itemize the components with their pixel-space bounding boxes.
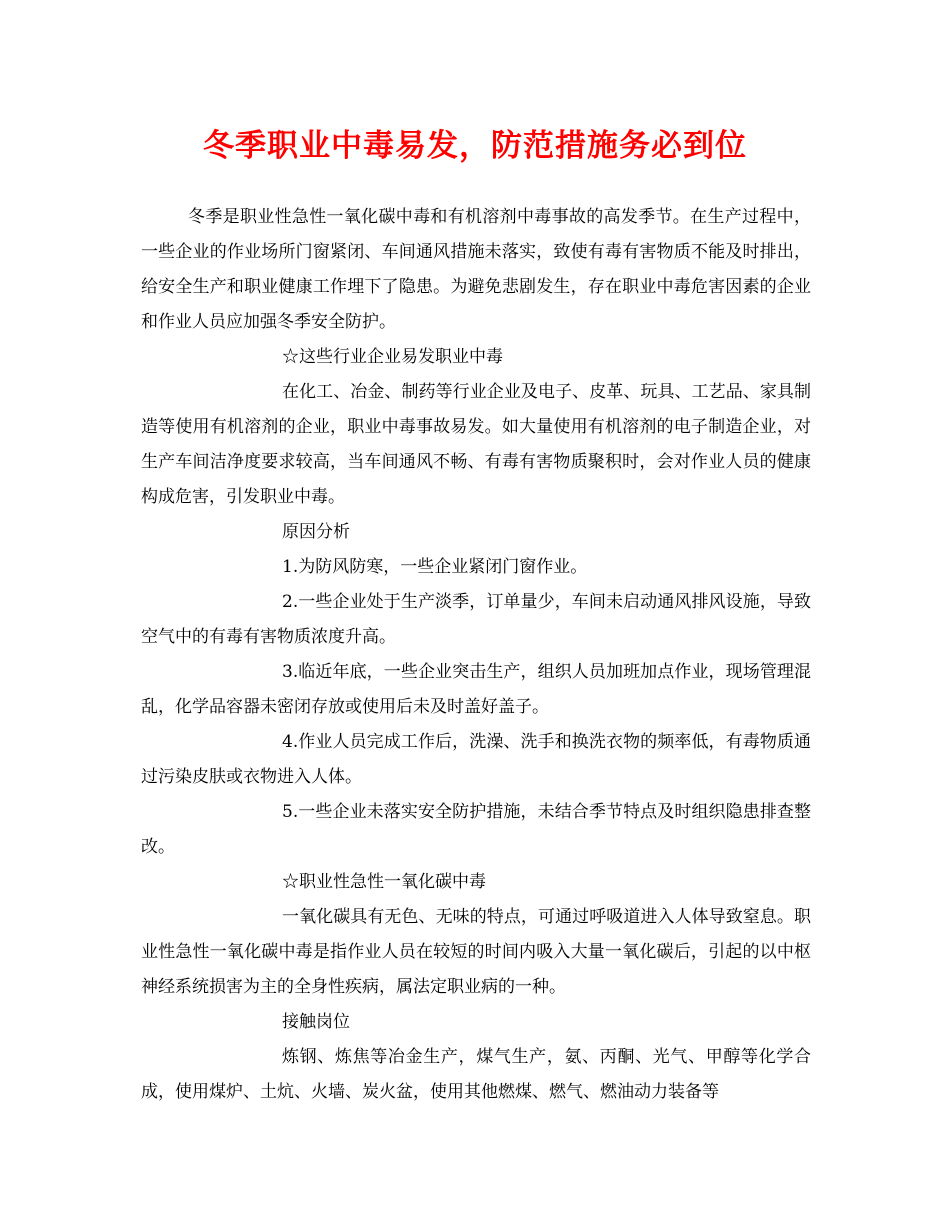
- list-item: 5.一些企业未落实安全防护措施，未结合季节特点及时组织隐患排查整改。: [141, 802, 811, 857]
- document-title: 冬季职业中毒易发，防范措施务必到位: [203, 128, 747, 164]
- paragraph: 在化工、冶金、制药等行业企业及电子、皮革、玩具、工艺品、家具制造等使用有机溶剂的企业，职业中毒事故易发。如大量使用有机溶剂的电子制造企业，对生产车间洁净度要求较高，当车间通风不畅、有毒有害物质聚积时，会对作业人员的健康构成危害，引发职业中毒。: [141, 382, 811, 507]
- section-heading: ☆职业性急性一氧化碳中毒: [282, 872, 486, 892]
- section-heading: 原因分析: [282, 522, 350, 542]
- section-heading: 接触岗位: [282, 1012, 350, 1032]
- document-body: [141, 200, 811, 1110]
- paragraph: 冬季是职业性急性一氧化碳中毒和有机溶剂中毒事故的高发季节。在生产过程中，一些企业的作业场所门窗紧闭、车间通风措施未落实，致使有毒有害物质不能及时排出，给安全生产和职业健康工作埋下了隐患。为避免悲剧发生，存在职业中毒危害因素的企业和作业人员应加强冬季安全防护。: [141, 207, 811, 332]
- section-heading: ☆这些行业企业易发职业中毒: [282, 347, 503, 367]
- list-item: 1.为防风防寒，一些企业紧闭门窗作业。: [282, 557, 588, 577]
- list-item: 2.一些企业处于生产淡季，订单量少，车间未启动通风排风设施，导致空气中的有毒有害物质浓度升高。: [141, 592, 811, 647]
- list-item: 4.作业人员完成工作后，洗澡、洗手和换洗衣物的频率低，有毒物质通过污染皮肤或衣物进入人体。: [141, 732, 811, 787]
- list-item: 3.临近年底，一些企业突击生产，组织人员加班加点作业，现场管理混乱，化学品容器未密闭存放或使用后未及时盖好盖子。: [141, 662, 811, 717]
- paragraph: 一氧化碳具有无色、无味的特点，可通过呼吸道进入人体导致窒息。职业性急性一氧化碳中毒是指作业人员在较短的时间内吸入大量一氧化碳后，引起的以中枢神经系统损害为主的全身性疾病，属法定职业病的一种。: [141, 907, 811, 997]
- paragraph: 炼钢、炼焦等冶金生产，煤气生产，氨、丙酮、光气、甲醇等化学合成，使用煤炉、土炕、火墙、炭火盆，使用其他燃煤、燃气、燃油动力装备等: [141, 1047, 811, 1102]
